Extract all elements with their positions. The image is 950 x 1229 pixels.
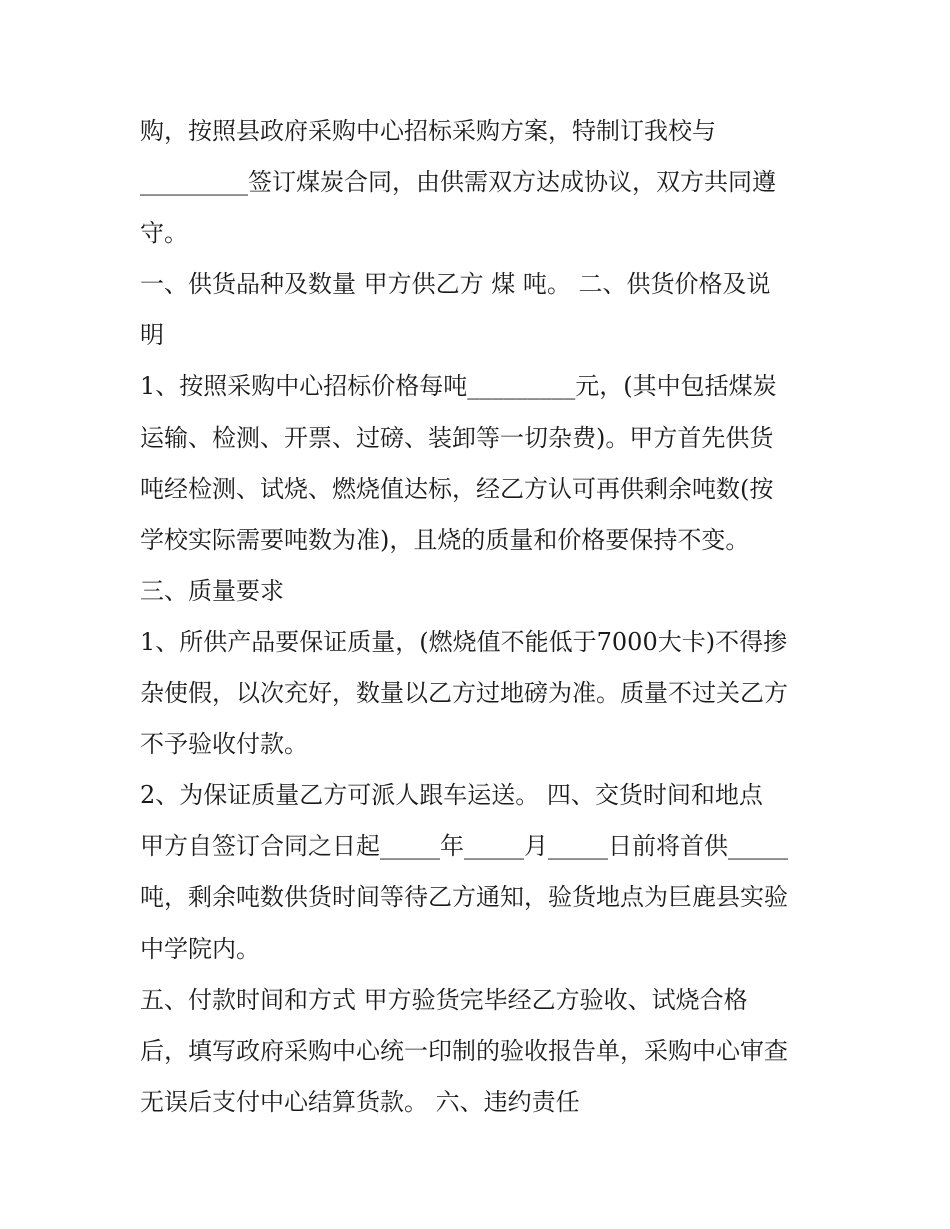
text-line: 守。 xyxy=(140,219,188,248)
text-line: 吨，剩余吨数供货时间等待乙方通知，验货地点为巨鹿县实验 xyxy=(140,883,788,912)
text-line: 杂使假，以次充好，数量以乙方过地磅为准。质量不过关乙方 xyxy=(140,679,788,708)
text-line: 运输、检测、开票、过磅、装卸等一切杂费)。甲方首先供货 xyxy=(140,423,774,452)
clause-line: 1、按照采购中心招标价格每吨_________元，(其中包括煤炭 xyxy=(140,372,777,401)
contract-body-text xyxy=(140,108,830,1130)
clause-line: 2、为保证质量乙方可派人跟车运送。 四、交货时间和地点 xyxy=(140,781,763,810)
text-line: 后，填写政府采购中心统一印制的验收报告单，采购中心审查 xyxy=(140,1036,788,1065)
text-line: 购，按照县政府采购中心招标采购方案，特制订我校与 xyxy=(140,117,716,145)
text-line: 吨经检测、试烧、燃烧值达标，经乙方认可再供剩余吨数(按 xyxy=(140,474,774,503)
text-line: 中学院内。 xyxy=(140,934,260,963)
text-line: 明 xyxy=(140,321,164,350)
text-line: 学校实际需要吨数为准)，且烧的质量和价格要保持不变。 xyxy=(140,525,750,554)
text-line: 不予验收付款。 xyxy=(140,730,308,759)
section-heading-line: 五、付款时间和方式 甲方验货完毕经乙方验收、试烧合格 xyxy=(140,985,748,1014)
text-line: 甲方自签订合同之日起_____年_____月_____日前将首供_____ xyxy=(140,832,788,861)
section-heading-line: 三、质量要求 xyxy=(140,576,284,605)
clause-line: 1、所供产品要保证质量，(燃烧值不能低于7000大卡)不得掺 xyxy=(140,627,788,656)
text-line: 无误后支付中心结算货款。 六、违约责任 xyxy=(140,1087,580,1116)
text-line: _________签订煤炭合同，由供需双方达成协议，双方共同遵 xyxy=(140,168,776,197)
section-heading-line: 一、供货品种及数量 甲方供乙方 煤 吨。 二、供货价格及说 xyxy=(140,270,771,299)
